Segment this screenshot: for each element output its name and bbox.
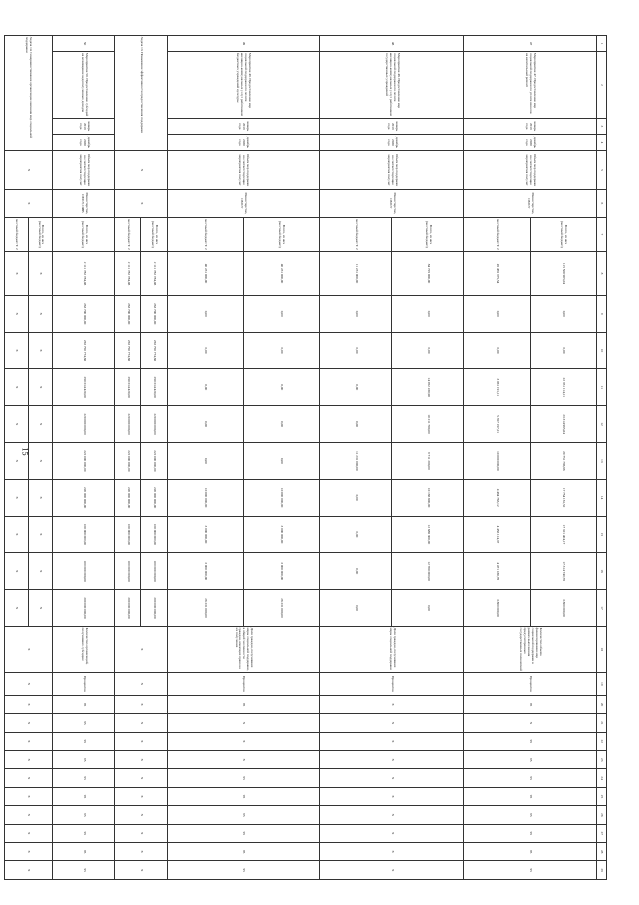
cell-value: 0,00 [464, 295, 530, 332]
indicator-value: X [167, 732, 319, 750]
cell-value: 290 014 420,00 [115, 369, 141, 406]
cell-value: 4 456 114,37 [464, 516, 530, 553]
cell-value: 220 000 000,00 [141, 406, 167, 443]
expected-result: Объем мер поддержки на соответствующие мероприятия получат [167, 150, 319, 189]
indicator-value: X [4, 787, 52, 805]
col-num: 29 [596, 861, 606, 880]
indicator-value: X [4, 751, 52, 769]
cell-value: X [28, 332, 52, 369]
col-num: 17 [596, 590, 606, 627]
expected-result: Объем мер поддержки на соответствующие мероприятия получат [53, 150, 115, 189]
indicator-value: 95 [464, 842, 596, 860]
cell-value: X [28, 516, 52, 553]
indicator-value: X [320, 806, 464, 824]
cell-value: 3 000 000,00 [243, 553, 319, 590]
indicator-value: X [4, 806, 52, 824]
cell-value: 200 000 000,00 [141, 590, 167, 627]
cell-value: X [4, 332, 28, 369]
cell-value: 23 314 965,84 [530, 406, 596, 443]
cell-value: 263 700 000,00 [115, 295, 141, 332]
funding-source: местный бюджет Т. 2 [320, 217, 392, 251]
cell-value: 0,00 [243, 406, 319, 443]
indicator-value: 95 [167, 769, 319, 787]
end-date: декабрь 2030 года [53, 134, 115, 150]
cell-value: 220 000 000,00 [53, 479, 115, 516]
funding-source: Всего, из них (местный бюджет) [243, 217, 319, 251]
indicator-value: 95 [53, 842, 115, 860]
indicator-value: X [4, 732, 52, 750]
cell-value: 0,00 [167, 442, 243, 479]
cell-value: 100 000 000,00 [115, 516, 141, 553]
funding-source: местный бюджет Т. 2 [115, 217, 141, 251]
indicator-value: X [320, 861, 464, 880]
indicator-value: X [115, 769, 167, 787]
col-num: 8 [596, 252, 606, 296]
cell-value: 220 000 000,00 [53, 406, 115, 443]
cell-value: 3 000 000,00 [167, 516, 243, 553]
funding-source: Всего, из них (местный бюджет) [141, 217, 167, 251]
col-num: 25 [596, 787, 606, 805]
indicator-value: X [115, 861, 167, 880]
indicator-name: X [4, 626, 52, 672]
funding-source: Всего, из них (местный бюджет) [392, 217, 464, 251]
cell-value: 0,00 [320, 332, 392, 369]
col-num: 20 [596, 695, 606, 713]
col-num: 5 [596, 150, 606, 189]
indicator-value: 95 [167, 842, 319, 860]
cell-value: 220 000 000,00 [115, 479, 141, 516]
cell-value: 263 750 774,68 [115, 332, 141, 369]
indicator-value: 95 [53, 787, 115, 805]
col-num: 11 [596, 369, 606, 406]
col-num: 22 [596, 732, 606, 750]
table-row [53, 36, 115, 880]
cell-value: 10 000 000,00 [464, 442, 530, 479]
cell-value: 0,00 [320, 590, 392, 627]
cell-value: 220 000 000,00 [115, 406, 141, 443]
indicator-unit: X [4, 672, 52, 695]
cell-value: 12 888 300,00 [392, 516, 464, 553]
indicator-value: 95 [167, 824, 319, 842]
cell-value: 0,00 [320, 479, 392, 516]
cell-total: 2 111 782 784,08 [53, 252, 115, 296]
measure-name: Мероприятие 47. Предоставление мер социальной поддержки по уплате взносов на капитальный ремонт [464, 52, 596, 119]
col-num: 13 [596, 442, 606, 479]
cell-value: X [28, 479, 52, 516]
cell-value: 290 014 420,00 [141, 369, 167, 406]
task-name: Задача 14. Совершенствование организации оказания мер социальной поддержки [4, 36, 52, 151]
cell-value: 17 314 740,78 [530, 553, 596, 590]
cell-value: 0,00 [320, 369, 392, 406]
indicator-unit: Процентов [53, 672, 115, 695]
table-row [243, 36, 319, 880]
col-num: 15 [596, 516, 606, 553]
cell-value: 0,00 [320, 406, 392, 443]
funding-source: Всего, из них (местный бюджет) [530, 217, 596, 251]
cell-value: 0,00 [243, 332, 319, 369]
indicator-value: 95 [53, 769, 115, 787]
cell-value: 200 000 000,00 [115, 590, 141, 627]
executor: Министерство, ОМСУ, ОИВ [53, 190, 115, 218]
cell-value: 10 000 000,00 [243, 479, 319, 516]
indicator-value: X [115, 695, 167, 713]
cell-value: 22 351 114,11 [530, 369, 596, 406]
col-num: 23 [596, 751, 606, 769]
cell-value: 9 711 200,00 [392, 442, 464, 479]
measures-table [4, 35, 607, 880]
col-num: 21 [596, 714, 606, 732]
cell-value: 20 751 796,66 [530, 442, 596, 479]
row-number: 48 [320, 36, 464, 52]
funding-source: местный бюджет Т. 2 [4, 217, 28, 251]
cell-value: 0,00 [530, 332, 596, 369]
task-row [28, 36, 52, 880]
indicator-value: 95 [167, 787, 319, 805]
cell-value: 263 700 000,00 [141, 295, 167, 332]
col-num: 6 [596, 190, 606, 218]
indicator-value: 95 [167, 806, 319, 824]
indicator-value: X [320, 787, 464, 805]
cell-total: 2 111 782 784,08 [141, 252, 167, 296]
column-number-row [596, 36, 606, 880]
indicator-value: 95 [464, 787, 596, 805]
indicator-value: 95 [464, 861, 596, 880]
indicator-value: X [4, 824, 52, 842]
cell-value: 3 800 000,00 [464, 590, 530, 627]
indicator-unit: Процентов [464, 672, 596, 695]
col-num: 3 [596, 118, 606, 134]
cell-value: 100 000 000,00 [53, 553, 115, 590]
cell-value: X [4, 516, 28, 553]
cell-value: 0,00 [392, 590, 464, 627]
indicator-name: Количество организаций, получивших субсидию [53, 626, 115, 672]
indicator-value: 95 [53, 806, 115, 824]
indicator-value: 95 [464, 769, 596, 787]
end-date: декабрь 2030 года [167, 134, 319, 150]
expected-result: X [115, 150, 167, 189]
indicator-value: X [4, 769, 52, 787]
cell-value: 0,00 [243, 442, 319, 479]
indicator-value: X [4, 861, 52, 880]
indicator-value: 95 [53, 732, 115, 750]
indicator-value: X [115, 732, 167, 750]
executor: Министерство, ОМСУ [167, 190, 319, 218]
indicator-value: X [115, 824, 167, 842]
col-num: 12 [596, 406, 606, 443]
cell-value: 0,00 [243, 295, 319, 332]
cell-value: 263 750 774,68 [141, 332, 167, 369]
row-number: 47 [464, 36, 596, 52]
cell-value: X [28, 553, 52, 590]
cell-value: 3 800 000,00 [530, 590, 596, 627]
cell-value: X [28, 442, 52, 479]
measure-name: Мероприятие 50. Предоставление субсидий на возмещение недополученных доходов [53, 52, 115, 119]
col-num: 2 [596, 52, 606, 119]
task-row [141, 36, 167, 880]
cell-value: X [28, 295, 52, 332]
cell-total: 115 500 905,04 [530, 252, 596, 296]
cell-value: X [4, 442, 28, 479]
cell-value: 3 000 000,00 [243, 516, 319, 553]
cell-value: 222 000 000,00 [53, 442, 115, 479]
expected-result: Объем мер поддержки на соответствующие мероприятия получат [320, 150, 464, 189]
indicator-value: X [320, 714, 464, 732]
indicator-value: X [464, 714, 596, 732]
cell-value: X [28, 590, 52, 627]
indicator-value: 95 [53, 861, 115, 880]
cell-value: 222 000 000,00 [115, 442, 141, 479]
indicator-name: Доля граждан, получивших меры социальной поддержки, в общей численности граждан, имеющих право на их получение [167, 626, 319, 672]
indicator-unit: Процентов [167, 672, 319, 695]
cell-value: 0,00 [464, 332, 530, 369]
rotated-page [15, 35, 607, 880]
indicator-unit: X [115, 672, 167, 695]
cell-value: 222 000 000,00 [141, 442, 167, 479]
executor: Министерство, ОМСУ [464, 190, 596, 218]
cell-value: 5 357 197,21 [464, 406, 530, 443]
expected-result: X [4, 150, 52, 189]
start-date: январь 2019 года [167, 118, 319, 134]
cell-total: 2 111 782 784,08 [115, 252, 141, 296]
indicator-name: Количество объема финансирования мер социальной поддержки в рамках выполнения предусмотренных государственных полномочий [464, 626, 596, 672]
indicator-name: Доля граждан, получивших меры социальной поддержки [320, 626, 464, 672]
cell-total: 84 729 000,00 [392, 252, 464, 296]
indicator-value: 95 [464, 695, 596, 713]
col-num: 26 [596, 806, 606, 824]
indicator-value: X [4, 714, 52, 732]
cell-value: 100 000 000,00 [53, 516, 115, 553]
funding-source: Всего, из них (местный бюджет) [53, 217, 115, 251]
cell-value: 3 061 191,11 [464, 369, 530, 406]
indicator-value: X [4, 842, 52, 860]
task-name: Задача 13. Повышение эффективности предоставления поддержки [115, 36, 167, 151]
indicator-value: 95 [464, 806, 596, 824]
cell-value: 28 231 000,00 [167, 590, 243, 627]
col-num: 1 [596, 36, 606, 52]
indicator-value: X [4, 695, 52, 713]
cell-value: 263 700 000,00 [53, 295, 115, 332]
executor: X [4, 190, 52, 218]
cell-value: X [4, 406, 28, 443]
cell-value: 14 052 230,90 [392, 369, 464, 406]
executor: Министерство, ОМСУ [320, 190, 464, 218]
col-num: 4 [596, 134, 606, 150]
cell-total: 45 459 375,54 [464, 252, 530, 296]
indicator-value: 95 [53, 824, 115, 842]
cell-value: 100 000 000,00 [141, 553, 167, 590]
cell-value: X [28, 369, 52, 406]
cell-value: 0,00 [167, 406, 243, 443]
indicator-value: X [115, 842, 167, 860]
cell-value: X [4, 479, 28, 516]
cell-value: 0,00 [392, 332, 464, 369]
indicator-value: X [167, 751, 319, 769]
row-number: 49 [167, 36, 319, 52]
indicator-value: X [320, 732, 464, 750]
cell-total: X [4, 252, 28, 296]
table-row [392, 36, 464, 880]
cell-value: 3 000 000,00 [167, 553, 243, 590]
cell-value: X [4, 590, 28, 627]
funding-source: местный бюджет Т. 2 [464, 217, 530, 251]
cell-value: 10 000 000,00 [167, 479, 243, 516]
cell-value: 4 464 763,12 [464, 479, 530, 516]
cell-value: 200 000 000,00 [53, 590, 115, 627]
cell-total: 40 231 000,00 [167, 252, 243, 296]
indicator-unit: Процентов [320, 672, 464, 695]
indicator-value: X [167, 714, 319, 732]
col-num: 14 [596, 479, 606, 516]
row-number: 50 [53, 36, 115, 52]
cell-value: 17 321 404,17 [530, 516, 596, 553]
end-date: декабрь 2030 года [464, 134, 596, 150]
col-num: 16 [596, 553, 606, 590]
cell-value: 12 700 000,00 [392, 553, 464, 590]
indicator-value: X [115, 751, 167, 769]
indicator-value: 95 [167, 695, 319, 713]
page-number: 15 [20, 447, 30, 456]
indicator-value: 95 [464, 732, 596, 750]
col-num: 27 [596, 824, 606, 842]
start-date: январь 2019 года [53, 118, 115, 134]
indicator-value: X [320, 695, 464, 713]
cell-value: X [4, 369, 28, 406]
cell-value: 0,00 [320, 553, 392, 590]
cell-value: 0,00 [392, 295, 464, 332]
indicator-value: 95 [53, 695, 115, 713]
indicator-value: X [320, 842, 464, 860]
cell-value: 10 211 700,00 [392, 406, 464, 443]
indicator-value: X [115, 806, 167, 824]
indicator-value: X [320, 751, 464, 769]
indicator-value: X [320, 824, 464, 842]
cell-total: X [28, 252, 52, 296]
cell-total: 40 231 000,00 [243, 252, 319, 296]
expected-result: Объем мер поддержки на соответствующие мероприятия получат [464, 150, 596, 189]
cell-value: 0,00 [167, 369, 243, 406]
cell-total: 11 231 000,00 [320, 252, 392, 296]
cell-value: 4 471 180,78 [464, 553, 530, 590]
cell-value: 0,00 [167, 295, 243, 332]
indicator-value: 95 [53, 751, 115, 769]
cell-value: 0,00 [530, 295, 596, 332]
cell-value: X [28, 406, 52, 443]
col-num: 7 [596, 217, 606, 251]
funding-source: Всего, из них (местный бюджет) [28, 217, 52, 251]
cell-value: X [4, 295, 28, 332]
col-num: 18 [596, 626, 606, 672]
indicator-value: 95 [53, 714, 115, 732]
indicator-value: X [115, 714, 167, 732]
col-num: 9 [596, 295, 606, 332]
end-date: декабрь 2030 года [320, 134, 464, 150]
cell-value: 28 231 000,00 [243, 590, 319, 627]
funding-source: местный бюджет Т. 2 [167, 217, 243, 251]
cell-value: 0,00 [320, 516, 392, 553]
cell-value: 220 000 000,00 [141, 479, 167, 516]
measure-name: Мероприятие 48. Предоставление мер социальной поддержки по оплате жилищно-коммунальных услуг работникам государственных учреждений [320, 52, 464, 119]
col-num: 24 [596, 769, 606, 787]
rotated-table-wrapper [15, 35, 607, 880]
indicator-value: X [115, 787, 167, 805]
cell-value: 290 014 420,00 [53, 369, 115, 406]
cell-value: 0,00 [320, 295, 392, 332]
col-num: 28 [596, 842, 606, 860]
cell-value: 0,00 [167, 332, 243, 369]
indicator-value: 95 [464, 751, 596, 769]
cell-value: 100 000 000,00 [141, 516, 167, 553]
indicator-name: X [115, 626, 167, 672]
start-date: январь 2019 года [320, 118, 464, 134]
start-date: январь 2019 года [464, 118, 596, 134]
cell-value: 100 000 000,00 [115, 553, 141, 590]
cell-value: 0,00 [243, 369, 319, 406]
table-row [530, 36, 596, 880]
executor: X [115, 190, 167, 218]
cell-value: 263 750 774,68 [53, 332, 115, 369]
indicator-value: X [320, 769, 464, 787]
indicator-value: 95 [464, 824, 596, 842]
col-num: 10 [596, 332, 606, 369]
cell-value: 11 231 000,00 [320, 442, 392, 479]
measure-name: Мероприятие 49. Предоставление мер социальной поддержки по оплате жилищно-коммунальных услуг работникам бюджетных учреждений культуры [167, 52, 319, 119]
indicator-value: 95 [167, 861, 319, 880]
col-num: 19 [596, 672, 606, 695]
cell-value: 10 166 800,00 [392, 479, 464, 516]
cell-value: X [4, 553, 28, 590]
cell-value: 17 754 161,52 [530, 479, 596, 516]
